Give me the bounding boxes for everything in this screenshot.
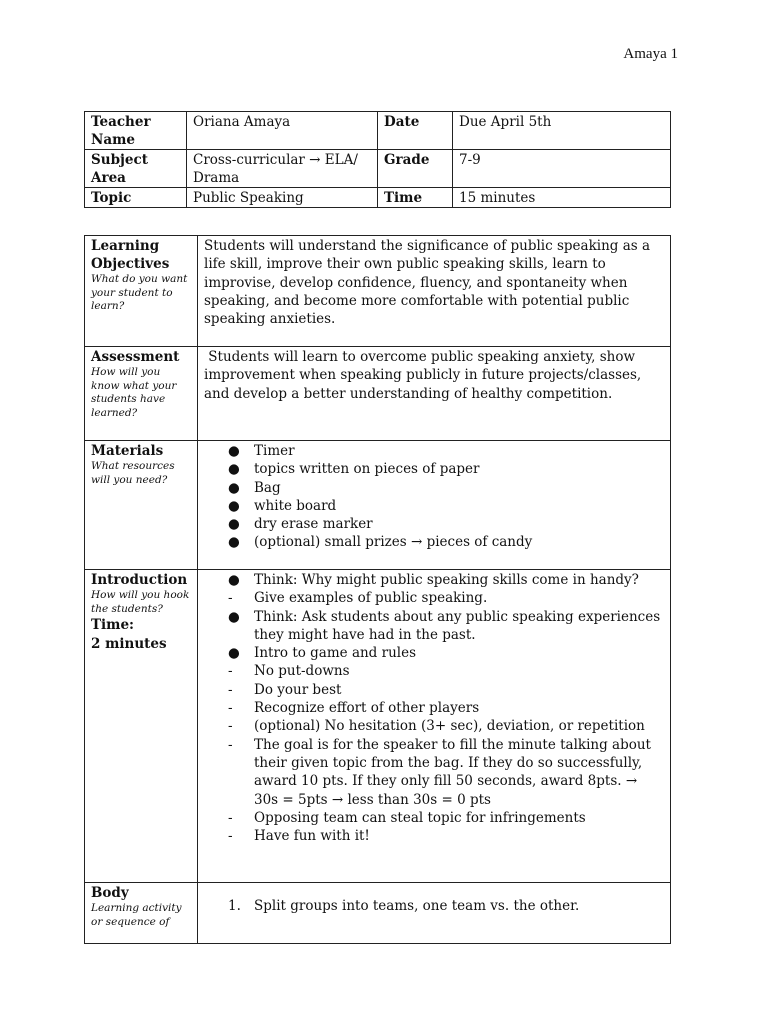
bullet-icon: ● [228, 461, 240, 478]
bullet-icon: ● [228, 534, 240, 551]
date-label: Date [378, 112, 453, 150]
list-item-text: Intro to game and rules [254, 645, 416, 662]
materials-content-cell [198, 441, 671, 570]
body-subtitle: Learning activity or sequence of [91, 902, 182, 928]
list-item [228, 571, 662, 589]
learning-objectives-label-cell [85, 236, 198, 347]
assessment-title: Assessment [91, 349, 180, 365]
dash-icon: - [228, 681, 233, 698]
body-title: Body [91, 885, 129, 901]
bullet-icon: ● [228, 516, 240, 533]
list-item-text: Timer [254, 443, 295, 459]
list-item [228, 897, 662, 915]
body-list [204, 897, 662, 915]
introduction-time-value: 2 minutes [91, 636, 167, 652]
bullet-icon: ● [228, 479, 240, 496]
dash-icon: - [228, 590, 233, 607]
teacher-name-label: Teacher Name [85, 112, 187, 150]
body-label-cell [85, 883, 198, 944]
assessment-content-cell [198, 347, 671, 441]
learning-objectives-row [85, 236, 671, 347]
materials-row [85, 441, 671, 570]
list-item-text: Do your best [254, 681, 342, 698]
assessment-row [85, 347, 671, 441]
introduction-title: Introduction [91, 572, 188, 588]
list-item-text: Think: Ask students about any public speaking experiences they might have had in the past. [254, 608, 661, 643]
topic-value: Public Speaking [187, 188, 378, 208]
list-item [228, 608, 662, 645]
list-item [228, 644, 662, 662]
list-item-text: topics written on pieces of paper [254, 461, 480, 478]
list-item [228, 736, 662, 809]
learning-objectives-subtitle: What do you want your student to learn? [91, 273, 188, 312]
list-item-text: No put-downs [254, 663, 350, 680]
list-item-text: Recognize effort of other players [254, 700, 480, 717]
list-item [228, 515, 662, 533]
bullet-icon: ● [228, 572, 240, 588]
dash-icon: - [228, 700, 233, 717]
assessment-text: Students will learn to overcome public speaking anxiety, show improvement when speaking publicly in future projects/classes, and develop a better understanding of healthy competition. [204, 349, 646, 402]
assessment-label-cell [85, 347, 198, 441]
introduction-row [85, 570, 671, 883]
bullet-icon: ● [228, 608, 240, 625]
grade-value: 7-9 [453, 150, 671, 188]
learning-objectives-title: Learning Objectives [91, 238, 170, 272]
list-item [228, 681, 662, 699]
introduction-label-cell [85, 570, 198, 883]
introduction-time-label: Time: [91, 617, 135, 633]
dash-icon: - [228, 828, 233, 845]
topic-label: Topic [85, 188, 187, 208]
bullet-icon: ● [228, 443, 240, 459]
list-item [228, 497, 662, 515]
number-marker: 1. [228, 898, 241, 914]
list-item [228, 442, 662, 460]
bullet-icon: ● [228, 645, 240, 662]
list-item-text: Bag [254, 479, 281, 496]
materials-label-cell [85, 441, 198, 570]
body-row [85, 883, 671, 944]
list-item-text: Have fun with it! [254, 828, 370, 845]
subject-area-value: Cross-curricular → ELA/ Drama [187, 150, 378, 188]
list-item-text: (optional) small prizes → pieces of candy [254, 534, 533, 551]
list-item-text: Split groups into teams, one team vs. the other. [254, 898, 580, 914]
list-item-text: Think: Why might public speaking skills come in handy? [254, 572, 639, 588]
dash-icon: - [228, 663, 233, 680]
dash-icon: - [228, 809, 233, 826]
list-item [228, 460, 662, 478]
list-item [228, 662, 662, 680]
date-value: Due April 5th [453, 112, 671, 150]
list-item [228, 479, 662, 497]
list-item [228, 533, 662, 551]
list-item [228, 589, 662, 607]
list-item-text: white board [254, 497, 337, 514]
introduction-content-cell [198, 570, 671, 883]
materials-subtitle: What resources will you need? [91, 460, 175, 486]
body-content-cell [198, 883, 671, 944]
learning-objectives-content-cell [198, 236, 671, 347]
lesson-plan-table [84, 235, 671, 944]
page-number: Amaya 1 [623, 46, 678, 62]
lesson-header-table [84, 111, 671, 208]
teacher-name-value: Oriana Amaya [187, 112, 378, 150]
time-label: Time [378, 188, 453, 208]
introduction-subtitle: How will you hook the students? [91, 589, 190, 615]
list-item [228, 809, 662, 827]
subject-area-label: Subject Area [85, 150, 187, 188]
list-item-text: dry erase marker [254, 516, 373, 533]
bullet-icon: ● [228, 497, 240, 514]
list-item [228, 717, 662, 735]
assessment-subtitle: How will you know what your students have learned? [91, 366, 177, 419]
list-item-text: (optional) No hesitation (3+ sec), deviation, or repetition [254, 718, 645, 735]
materials-list [204, 442, 662, 552]
dash-icon: - [228, 736, 233, 753]
grade-label: Grade [378, 150, 453, 188]
list-item-text: Give examples of public speaking. [254, 590, 488, 607]
list-item-text: The goal is for the speaker to fill the minute talking about their given topic from the bag. If they do so successfully, award 10 pts. If they only fill 50 seconds, award 8pts. → 30s = 5pts → less than 30s = 0 pts [254, 736, 651, 808]
list-item [228, 827, 662, 845]
learning-objectives-text: Students will understand the significance of public speaking as a life skill, improve their own public speaking skills, learn to improvise, develop confidence, fluency, and spontaneity when speaking, and become more comfortable with potential public speaking anxieties. [204, 238, 651, 328]
dash-icon: - [228, 718, 233, 735]
time-value: 15 minutes [453, 188, 671, 208]
list-item-text: Opposing team can steal topic for infringements [254, 809, 586, 826]
introduction-list [204, 571, 662, 845]
materials-title: Materials [91, 443, 164, 459]
list-item [228, 699, 662, 717]
